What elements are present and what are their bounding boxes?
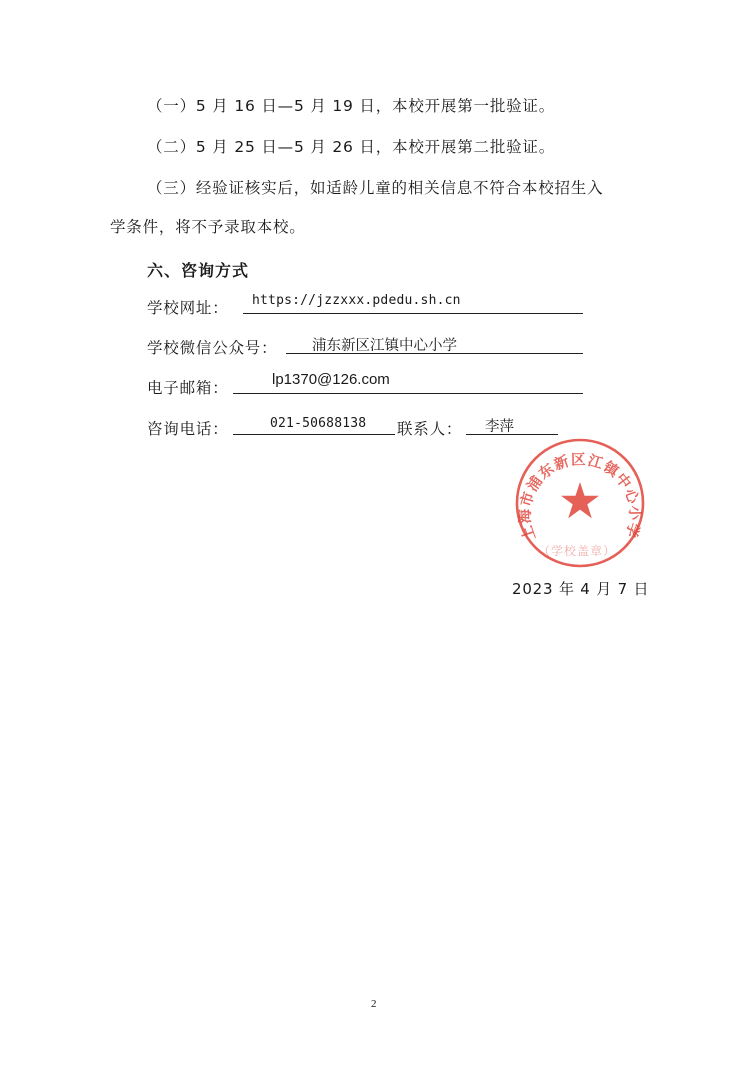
contact-person-value: 李萍 [485, 419, 514, 435]
seal-caption: （学校盖章） [538, 544, 617, 558]
paragraph-batch-two: （二）5 月 25 日—5 月 26 日，本校开展第二批验证。 [147, 138, 556, 156]
paragraph-batch-one: （一）5 月 16 日—5 月 19 日，本校开展第一批验证。 [147, 97, 556, 115]
website-value: https://jzzxxx.pdedu.sh.cn [252, 293, 461, 308]
wechat-underline [286, 353, 583, 354]
email-value: lp1370@126.com [272, 371, 390, 388]
contact-person-underline [466, 434, 558, 435]
page-number: 2 [371, 998, 377, 1010]
email-underline [233, 393, 583, 394]
email-label: 电子邮箱： [147, 379, 229, 397]
seal-star-icon [561, 482, 599, 518]
phone-value: 021-50688138 [270, 416, 367, 431]
wechat-label: 学校微信公众号： [147, 339, 278, 357]
document-date: 2023 年 4 月 7 日 [512, 580, 650, 598]
paragraph-verification-line-1: （三）经验证核实后，如适龄儿童的相关信息不符合本校招生入 [147, 179, 604, 197]
contact-person-label: 联系人： [397, 420, 463, 438]
phone-underline [233, 434, 395, 435]
phone-label: 咨询电话： [147, 420, 229, 438]
paragraph-verification-line-2: 学条件，将不予录取本校。 [110, 218, 306, 236]
section-heading-contact: 六、咨询方式 [147, 261, 250, 280]
seal-text: 上海市浦东新区江镇中心小学 [517, 452, 643, 543]
website-underline [243, 313, 583, 314]
wechat-value: 浦东新区江镇中心小学 [312, 338, 457, 354]
website-label: 学校网址： [147, 299, 229, 317]
